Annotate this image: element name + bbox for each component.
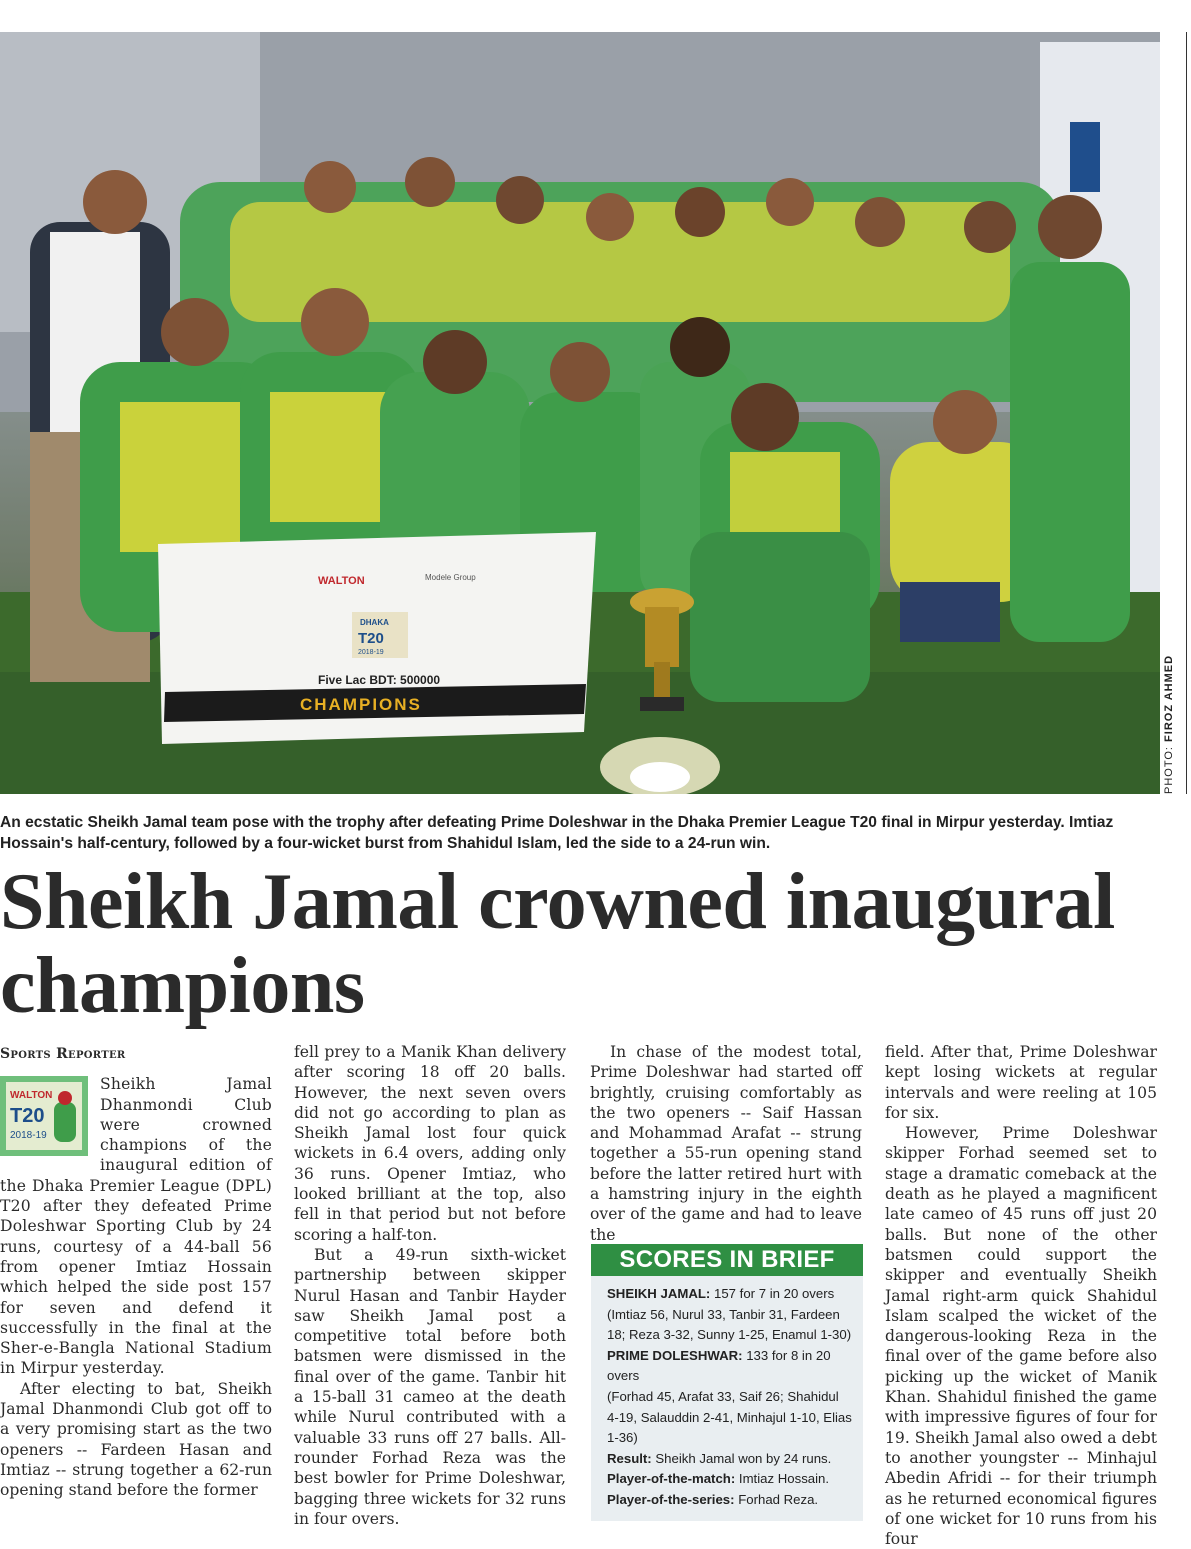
board-event-mid: T20 <box>358 630 384 647</box>
article-column-3 <box>590 1042 862 1245</box>
result-text: Sheikh Jamal won by 24 runs. <box>655 1450 832 1466</box>
pots-text: Forhad Reza. <box>738 1491 819 1507</box>
article-paragraph-2-cont: fell prey to a Manik Khan delivery after scoring 18 off 20 balls. However, the next seven overs did not go according to plan as Sheikh Jamal lost four quick wickets in 6.4 overs, adding only 36 runs. Opener Imtiaz, who looked brilliant at the top, also fell in that period but not before scoring a half-ton. <box>294 1043 566 1244</box>
board-event-top: DHAKA <box>360 618 389 627</box>
result-line <box>607 1449 853 1470</box>
pots-line <box>607 1490 853 1511</box>
byline: Sports Reporter <box>0 1046 126 1062</box>
team2-detail: (Forhad 45, Arafat 33, Saif 26; Shahidul 4-19, Salauddin 2-41, Minhajul 1-10, Elias 1-36) <box>607 1388 852 1446</box>
article-column-4 <box>885 1042 1157 1549</box>
team2-label: PRIME DOLESHWAR: <box>607 1347 743 1363</box>
board-sponsor: WALTON <box>318 575 365 587</box>
champions-prize-board <box>158 532 596 744</box>
team-photo <box>0 32 1160 794</box>
scores-in-brief-box <box>591 1244 863 1521</box>
article-paragraph-2: After electing to bat, Sheikh Jamal Dhanmondi Club got off to a very promising start as the two openers -- Fardeen Hasan and Imtiaz -- strung together a 62-run opening stand before the former <box>0 1379 272 1500</box>
article-column-2 <box>294 1042 566 1529</box>
board-prize: Five Lac BDT: 500000 <box>318 673 441 687</box>
thumb-brand: WALTON <box>10 1090 53 1102</box>
photo-credit-label: PHOTO: <box>1163 746 1175 794</box>
team1-score <box>607 1284 853 1305</box>
potm-line <box>607 1469 853 1490</box>
article-column-1 <box>0 1042 272 1501</box>
potm-text: Imtiaz Hossain. <box>738 1471 830 1487</box>
scores-title: SCORES IN BRIEF <box>591 1244 863 1276</box>
board-partner: Modele Group <box>425 573 476 582</box>
article-paragraph-4: In chase of the modest total, Prime Doleshwar had started off brightly, cruising comfortably as the two openers -- Saif Hassan and Mohammad Arafat -- strung together a 55-run opening stand before the latter retired hurt with a hamstring injury in the eighth over of the game and had to leave the <box>590 1043 862 1244</box>
photo-credit-name: FIROZ AHMED <box>1163 654 1175 742</box>
thumb-label: T20 <box>10 1105 45 1128</box>
team1-line: 157 for 7 in 20 overs <box>713 1286 835 1301</box>
team2-score <box>607 1346 853 1387</box>
team-photo-illustration <box>0 32 1160 794</box>
thumb-years: 2018-19 <box>10 1130 47 1142</box>
article-paragraph-3: But a 49-run sixth-wicket partnership between skipper Nurul Hasan and Tanbir Hayder saw Sheikh Jamal post a competitive total before both batsmen were dismissed in the final over of the game. Tanbir hit a 15-ball 31 cameo at the death while Nurul contributed with a valuable 33 runs off 27 balls. All-rounder Forhad Reza was the best bowler for Prime Doleshwar, bagging three wickets for 32 runs in four overs. <box>294 1245 566 1528</box>
tournament-logo-thumbnail <box>0 1076 88 1156</box>
pots-label: Player-of-the-series: <box>607 1491 735 1507</box>
board-event-years: 2018-19 <box>358 649 384 656</box>
team2-line: 133 for 8 in 20 overs <box>607 1347 831 1384</box>
photo-caption: An ecstatic Sheikh Jamal team pose with the trophy after defeating Prime Doleshwar in the Dhaka Premier League T20 final in Mirpur yesterday. Imtiaz Hossain's half-century, followed by a four-wicket burst from Shahidul Islam, led the side to a 24-run win. <box>0 814 1114 852</box>
result-label: Result: <box>607 1450 652 1466</box>
photo-credit <box>1163 655 1175 794</box>
team1-label: SHEIKH JAMAL: <box>607 1286 711 1301</box>
article-paragraph-4-cont: field. After that, Prime Doleshwar kept losing wickets at regular intervals and were reeling at 105 for six. <box>885 1043 1157 1122</box>
headline: Sheikh Jamal crowned inaugural champions <box>0 858 1115 1030</box>
article-paragraph-5: However, Prime Doleshwar skipper Forhad seemed set to stage a dramatic comeback at the death as he played a magnificent late cameo of 45 runs off just 20 balls. But none of the other batsmen could support the skipper and eventually Sheikh Jamal right-arm quick Shahidul Islam scalped the wicket of the dangerous-looking Reza in the final over of the game before also picking up the wicket of Manik Khan. Shahidul finished the game with impressive figures of four for 19. Sheikh Jamal also owed a debt to another youngster -- Minhajul Abedin Afridi -- for their triumph as he returned economical figures of one wicket for 10 runs from his four <box>885 1124 1157 1549</box>
photo-side-rule <box>1186 32 1187 794</box>
scores-body <box>591 1276 863 1521</box>
team1-detail: (Imtiaz 56, Nurul 33, Tanbir 31, Fardeen 18; Reza 3-32, Sunny 1-25, Enamul 1-30) <box>607 1306 852 1343</box>
potm-label: Player-of-the-match: <box>607 1471 736 1487</box>
billboard-logo-mark <box>1070 122 1100 192</box>
board-banner: CHAMPIONS <box>300 695 422 714</box>
article-paragraph-1: Sheikh Jamal Dhanmondi Club were crowned champions of the inaugural edition of the Dhaka Premier League (DPL) T20 after they defeated Prime Doleshwar Sporting Club by 24 runs, courtesy of a 44-ball 56 from opener Imtiaz Hossain which helped the side post 157 for seven and defend it successfully in the final at the Sher-e-Bangla National Stadium in Mirpur yesterday. <box>0 1075 272 1378</box>
